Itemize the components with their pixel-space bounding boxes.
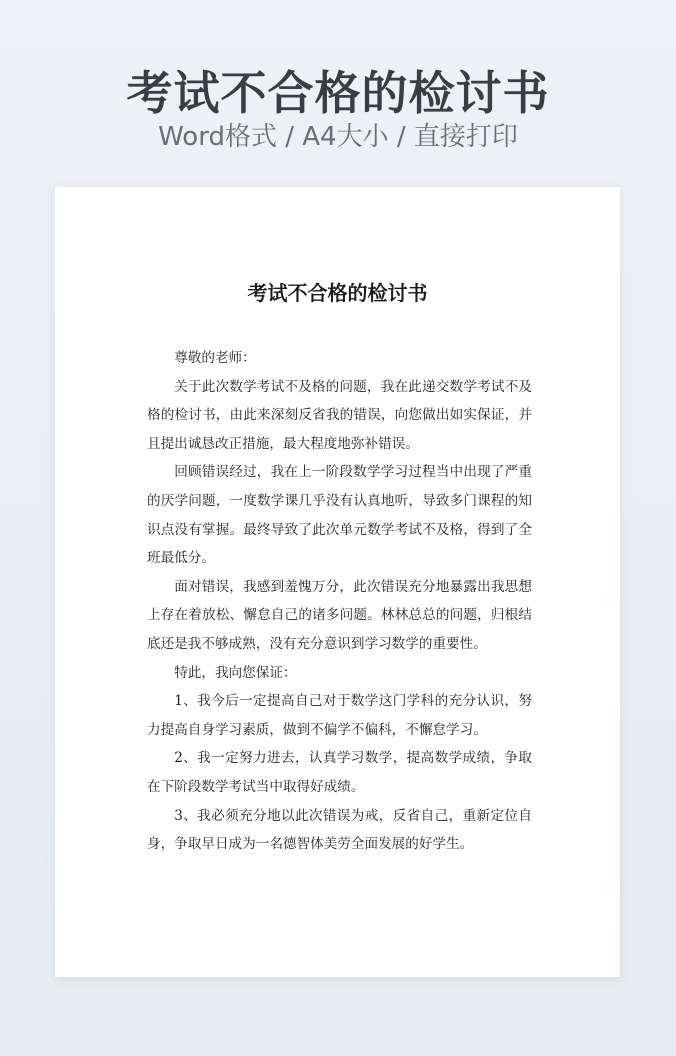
banner-subtitle: Word格式 / A4大小 / 直接打印 [158,122,518,152]
paragraph: 回顾错误经过，我在上一阶段数学学习过程当中出现了严重的厌学问题，一度数学课几乎没有认真地听，导致多门课程的知识点没有掌握。最终导致了此次单元数学考试不及格，得到了全班最低分。 [147,464,532,567]
document-title: 考试不合格的检讨书 [247,281,428,305]
paragraph: 面对错误，我感到羞愧万分，此次错误充分地暴露出我思想上存在着放松、懈怠自己的诸多问题。林林总总的问题，归根结底还是我不够成熟，没有充分意识到学习数学的重要性。 [147,578,532,652]
document-page [55,187,620,977]
list-item: 1、我今后一定提高自己对于数学这门学科的充分认识，努力提高自身学习素质，做到不偏学不偏科，不懈怠学习。 [147,693,532,738]
document-body [147,344,532,859]
list-item: 2、我一定努力进去，认真学习数学，提高数学成绩，争取在下阶段数学考试当中取得好成绩。 [147,750,532,795]
paragraph: 关于此次数学考试不及格的问题，我在此递交数学考试不及格的检讨书，由此来深刻反省我的错误，向您做出如实保证，并且提出诚恳改正措施，最大程度地弥补错误。 [147,378,532,452]
list-item: 3、我必须充分地以此次错误为戒，反省自己，重新定位自身，争取早日成为一名德智体美劳全面发展的好学生。 [147,807,532,853]
salutation: 尊敬的老师： [174,350,256,366]
paragraph: 特此，我向您保证： [174,664,297,681]
banner-title: 考试不合格的检讨书 [126,66,550,120]
